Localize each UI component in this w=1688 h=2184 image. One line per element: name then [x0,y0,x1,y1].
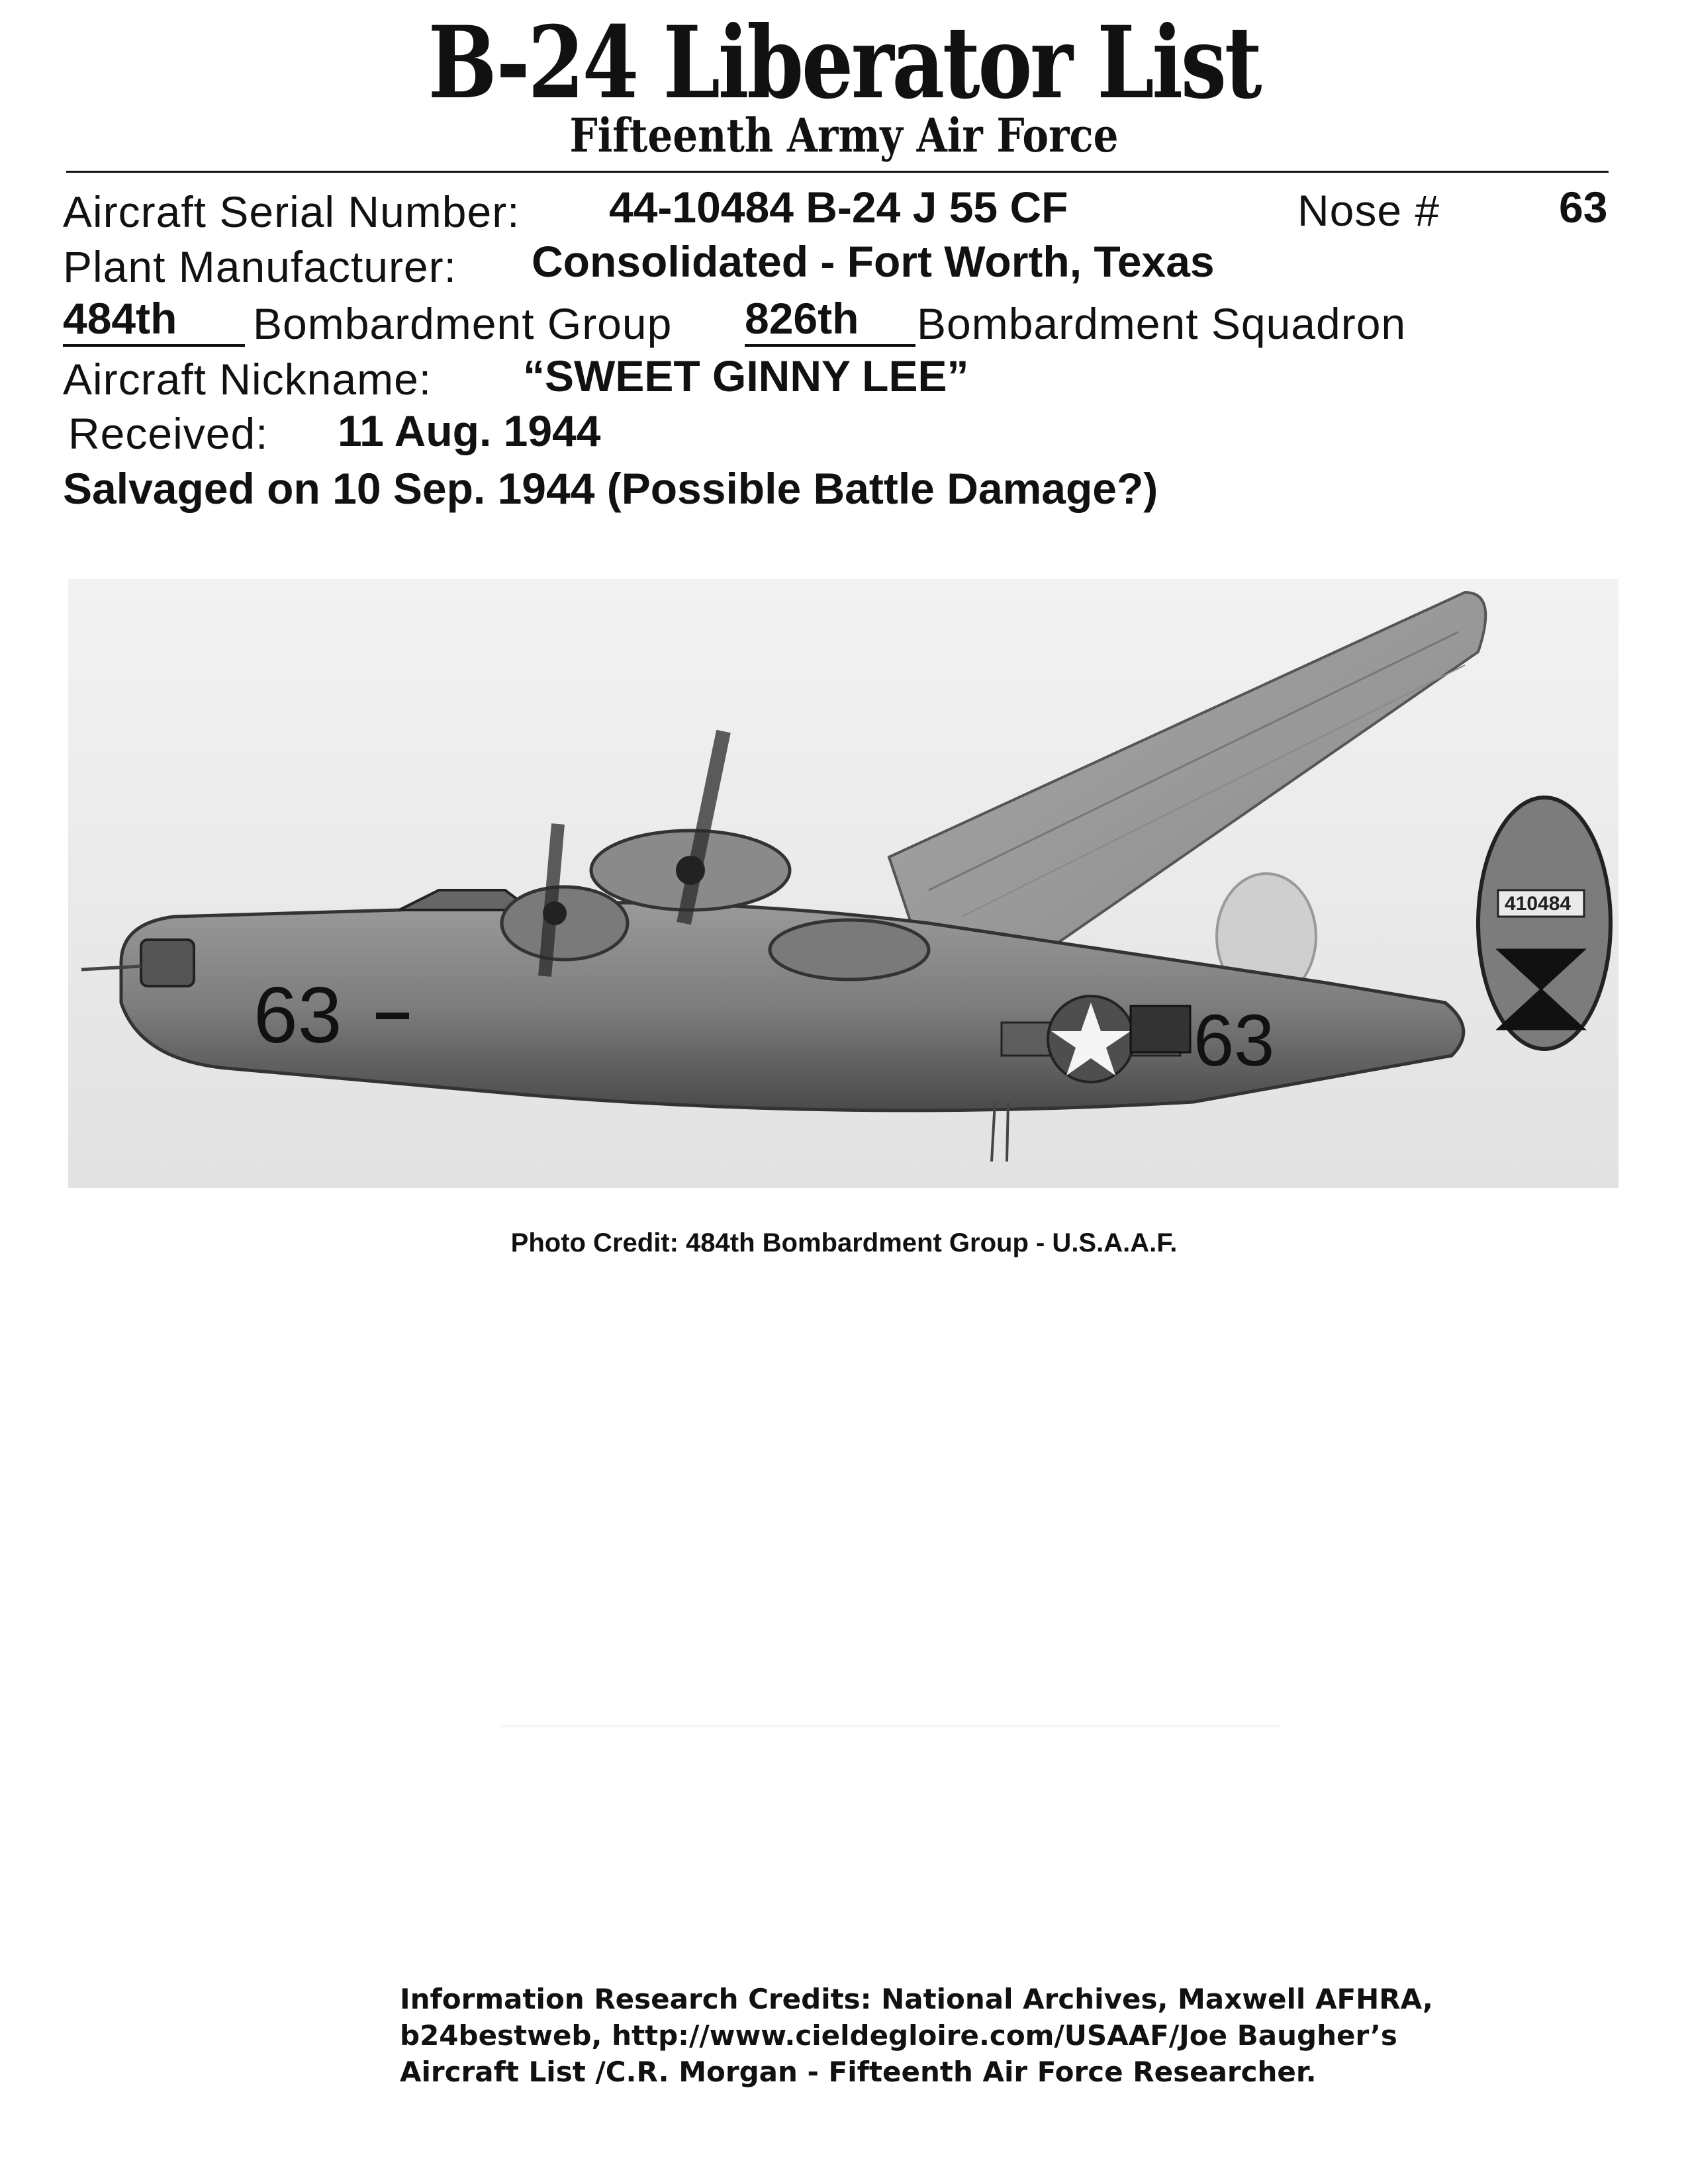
tail-serial: 410484 [1505,893,1571,915]
page-title: B-24 Liberator List [428,5,1260,121]
nose-marking: 63 [254,971,342,1060]
research-credits-line-2: b24bestweb, http://www.cieldegloire.com/USAAF/Joe Baugher’s [400,2019,1397,2052]
nose-number-value: 63 [1559,183,1608,232]
squadron-label: Bombardment Squadron [917,299,1407,348]
received-label: Received: [68,409,269,458]
group-number-value: 484th [63,296,245,347]
research-credits-line-3: Aircraft List /C.R. Morgan - Fifteenth Air Force Researcher. [400,2056,1317,2088]
salvaged-note: Salvaged on 10 Sep. 1944 (Possible Battle Damage?) [63,464,1158,513]
photo-credit: Photo Credit: 484th Bombardment Group - U.S.A.A.F. [510,1228,1178,1257]
group-label: Bombardment Group [253,299,673,348]
received-value: 11 Aug. 1944 [338,406,601,455]
squadron-number-value: 826th [745,296,915,347]
manufacturer-label: Plant Manufacturer: [63,242,457,291]
faint-divider [500,1725,1281,1727]
b24-liberator-illustration [68,579,1618,1188]
research-credits [400,1981,1459,2090]
title-divider [66,171,1609,173]
fuselage-marking: 63 [1194,1000,1275,1081]
nickname-value: “SWEET GINNY LEE” [523,351,969,400]
nose-number-label: Nose # [1297,186,1440,235]
research-credits-line-1: Information Research Credits: National Archives, Maxwell AFHRA, [400,1983,1433,2015]
page-subtitle: Fifteenth Army Air Force [569,108,1119,163]
serial-number-value: 44-10484 B-24 J 55 CF [609,183,1068,232]
aircraft-photo [68,579,1618,1188]
manufacturer-value: Consolidated - Fort Worth, Texas [532,237,1215,286]
serial-number-label: Aircraft Serial Number: [63,187,520,236]
nickname-label: Aircraft Nickname: [63,355,432,404]
